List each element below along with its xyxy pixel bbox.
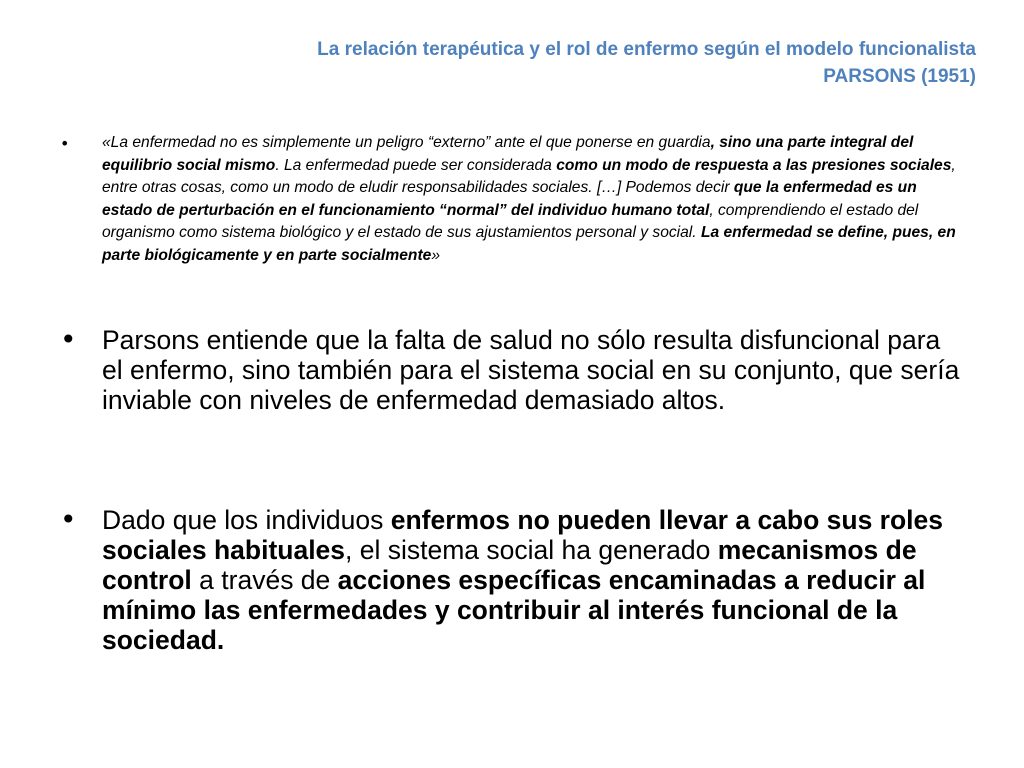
slide-title — [60, 36, 976, 90]
quote-emphasis: , sino una parte integral del equilibrio social mismo — [102, 134, 914, 174]
title-line-2: PARSONS (1951) — [823, 66, 976, 87]
parsons-quote — [102, 132, 970, 267]
title-line-1: La relación terapéutica y el rol de enfermo según el modelo funcionalista — [317, 39, 976, 60]
bullet-icon: • — [60, 503, 77, 536]
bullet-text — [102, 505, 960, 655]
quote-segment: «La enfermedad no es simplemente un peligro “externo” ante el que ponerse en guardia — [102, 134, 711, 151]
bullet-segment: , el sistema social ha generado — [345, 535, 718, 565]
quote-segment: » — [431, 246, 440, 264]
bullet-emphasis: enfermos no pueden llevar a cabo sus roles sociales habituales — [102, 505, 944, 565]
bullet-item-disfunction — [60, 325, 960, 415]
bullet-icon: • — [60, 134, 70, 153]
bullet-item-control-mechanisms — [60, 505, 960, 655]
bullet-emphasis: mecanismos de control — [102, 535, 917, 595]
bullet-segment: a través de — [191, 565, 338, 595]
quote-emphasis: como un modo de respuesta a las presiones sociales — [556, 156, 952, 174]
bullet-text: Parsons entiende que la falta de salud no sólo resulta disfuncional para el enfermo, sino también para el sistema social en su conjunto, que sería inviable con niveles de enfermedad demasiado altos. — [102, 325, 960, 415]
bullet-emphasis: acciones específicas encaminadas a reducir al mínimo las enfermedades y contribuir al interés funcional de la sociedad. — [102, 565, 926, 655]
quote-segment: , entre otras cosas, como un modo de eludir responsabilidades sociales. […] Podemos decir — [102, 156, 956, 196]
quote-emphasis: que la enfermedad es un estado de perturbación en el funcionamiento “normal” del individuo humano total — [102, 179, 917, 219]
bullet-segment: Dado que los individuos — [102, 505, 391, 535]
quote-emphasis: La enfermedad se define, pues, en parte biológicamente y en parte socialmente — [102, 224, 956, 264]
quote-segment: . La enfermedad puede ser considerada — [275, 156, 557, 174]
quote-bullet-item — [60, 132, 970, 267]
bullet-icon: • — [60, 323, 77, 356]
quote-segment: , comprendiendo el estado del organismo como sistema biológico y el estado de sus ajustamientos personal y social. — [102, 201, 919, 241]
